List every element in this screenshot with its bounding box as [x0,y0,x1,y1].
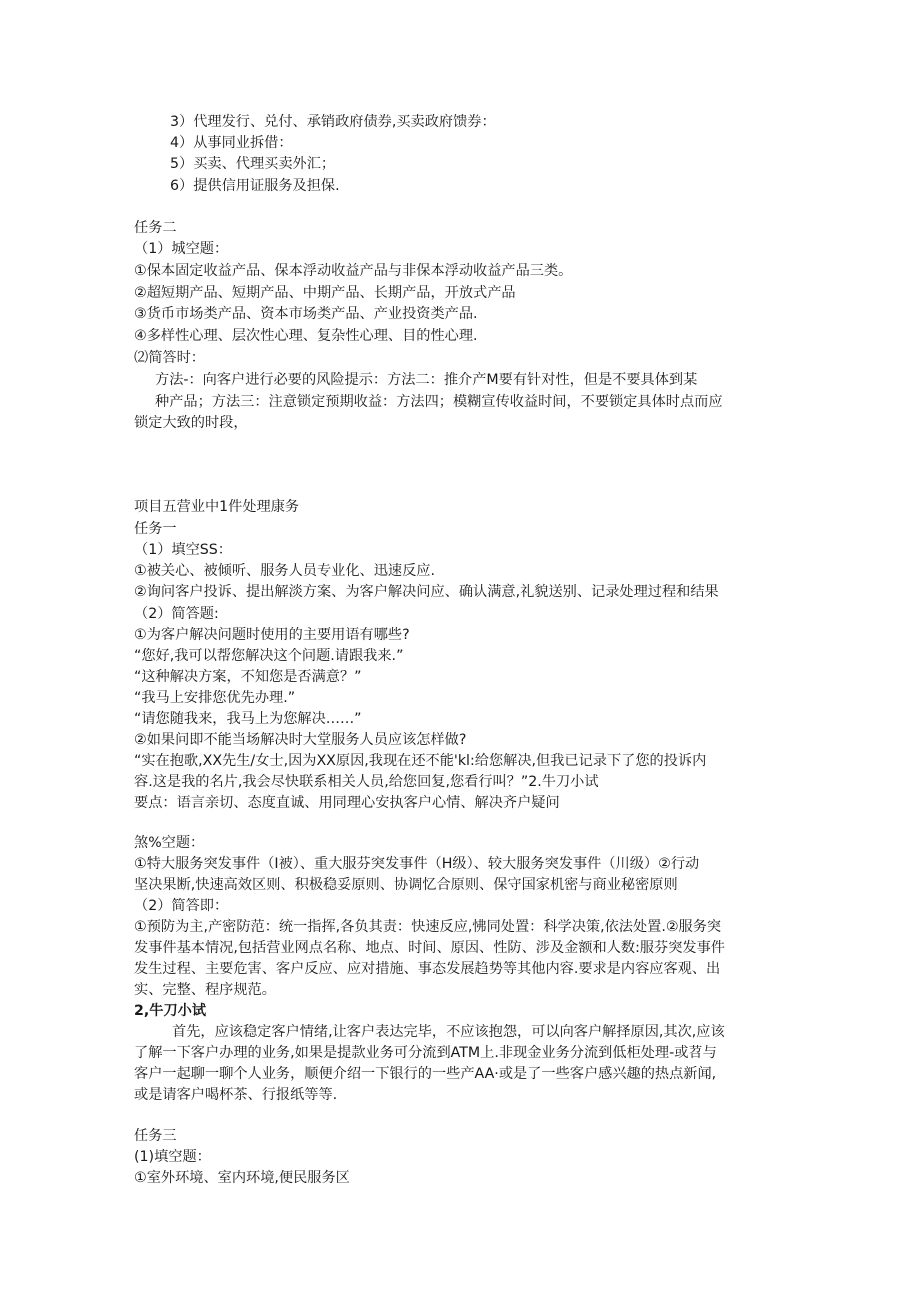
paragraph-line: 客户一起聊一聊个人业务，顺便介绍一下银行的一些产AA·或是了一些客户感兴趣的热点新闻, [134,1066,717,1082]
paragraph-line: 首先，应该稳定客户情绪,让客户表达完毕，不应该抱怨，可以向客户解择原因,其次,应该 [172,1024,725,1040]
paragraph-line: 或是请客户喝杯茶、行报纸等等. [134,1087,338,1103]
answer-line: 发事件基本情况,包括营业网点名称、地点、时间、原因、性防、涉及金额和人数:服芬突发事件 [134,940,725,956]
list-item-6: 6）提供信用证服务及担保. [170,178,340,194]
quote-line: “我马上安排您优先办理.” [134,690,296,706]
answer-line: ②询问客户投诉、提出解淡方案、为客户解决问应、确认满意,礼貌送别、记录处理过程和结果 [134,584,719,600]
answer-line: 发生过程、主要危害、客户反应、应对措施、事态发展趋势等其他内容.要求是内容应客观、出 [134,961,721,977]
question-line: ①为客户解决问题时使用的主要用语有哪些? [134,627,410,643]
quote-line: “实在抱歌,XX先生/女士,因为XX原因,我现在还不能'kl:给您解决,但我已记录下了您的投诉内 [134,753,707,769]
answer-line: ①室外环境、室内环境,便民服务区 [134,1170,350,1186]
question-label-short: （2）简答题: [134,606,219,622]
list-item-4: 4）从事同业拆借： [170,135,293,151]
quote-line: “请您随我来，我马上为您解决……” [134,711,362,727]
question-label-fill: （1）填空SS： [134,542,232,558]
answer-line: ①预防为主,产密防范：统一指挥,各负其责：快速反应,怫同处置：科学决策,依法处置.②服务突 [134,919,722,935]
quote-line: “您好,我可以帮您解决这个问题.请跟我来.” [134,648,404,664]
question-label-fill: （1）城空题： [134,241,229,257]
answer-line: ①特大服务突发事件（I被）、重大服芬突发事件（H级）、较大服务突发事件（川级）②行动 [134,856,700,872]
answer-line: ④多样性心理、层次性心理、复杂性心理、目的性心理. [134,328,478,344]
question-label-fill: 煞%空题： [134,835,205,851]
subheading-trial: 2,牛刀小试 [134,1003,207,1019]
question-line: ②如果问即不能当场解决时大堂服务人员应该怎样做? [134,732,467,748]
paragraph-line: 锁定大致的时段， [134,415,248,431]
paragraph-line: 种产品；方法三：注意锁定预期收益：方法四；模糊宣传收益时间，不要锁定具体时点而应 [155,394,723,410]
section-heading-task-1: 任务一 [134,521,177,537]
answer-line: ①保本固定收益产品、保本浮动收益产品与非保本浮动收益产品三类。 [134,263,573,279]
answer-line: ①被关心、被倾听、服务人员专业化、迅速反应. [134,563,435,579]
question-label-short: ⑵简答时： [134,350,205,366]
quote-line: “这种解决方案，不知您是否满意？” [134,669,362,685]
answer-line: 实、完整、程序规范。 [134,982,276,998]
answer-line: ③货币市场类产品、资本市场类产品、产业投资类产品. [134,306,478,322]
quote-line: 容.这是我的名片,我会尽快联系相关人员,给您回复,您看行叫？”2.牛刀小试 [134,774,599,790]
list-item-3: 3）代理发行、兑付、承销政府债券,买卖政府馈券： [170,114,496,130]
key-points-line: 要点：语言亲切、态度直诚、用同理心安执客户心情、解决齐户疑问 [134,795,560,811]
paragraph-line: 方法-：向客户进行必要的风险提示：方法二：推介产M要有针对性，但是不要具体到某 [155,372,698,388]
section-heading-task-2: 任务二 [134,220,177,236]
question-label-fill: (1)填空题： [134,1149,211,1165]
paragraph-line: 了解一下客户办理的业务,如果是提款业务可分流到ATM上.非现金业务分流到低柜处理-或苕与 [134,1045,717,1061]
list-item-5: 5）买卖、代理买卖外汇； [170,156,336,172]
project-heading: 项目五营业中1件处理康务 [134,499,300,515]
question-label-short: （2）简答即： [134,898,229,914]
section-heading-task-3: 任务三 [134,1128,177,1144]
answer-line: ②超短期产品、短期产品、中期产品、长期产品，开放式产品 [134,285,516,301]
answer-line: 坚决果断,快速高效区则、积极稳妥原则、协调忆合原则、保守国家机密与商业秘密原则 [134,877,678,893]
